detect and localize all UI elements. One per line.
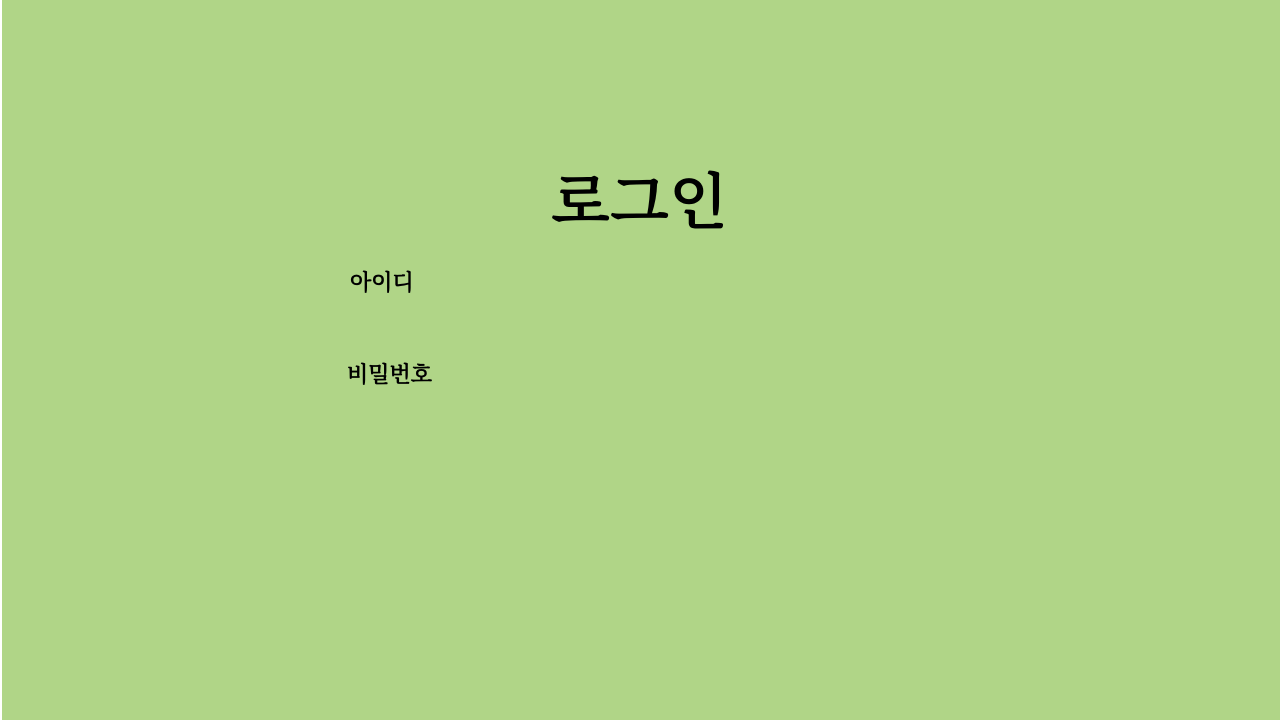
password-label: 비밀번호: [347, 363, 433, 388]
login-page: [2, 0, 1280, 720]
page-title: 로그인: [551, 168, 729, 239]
id-label: 아이디: [350, 271, 414, 296]
